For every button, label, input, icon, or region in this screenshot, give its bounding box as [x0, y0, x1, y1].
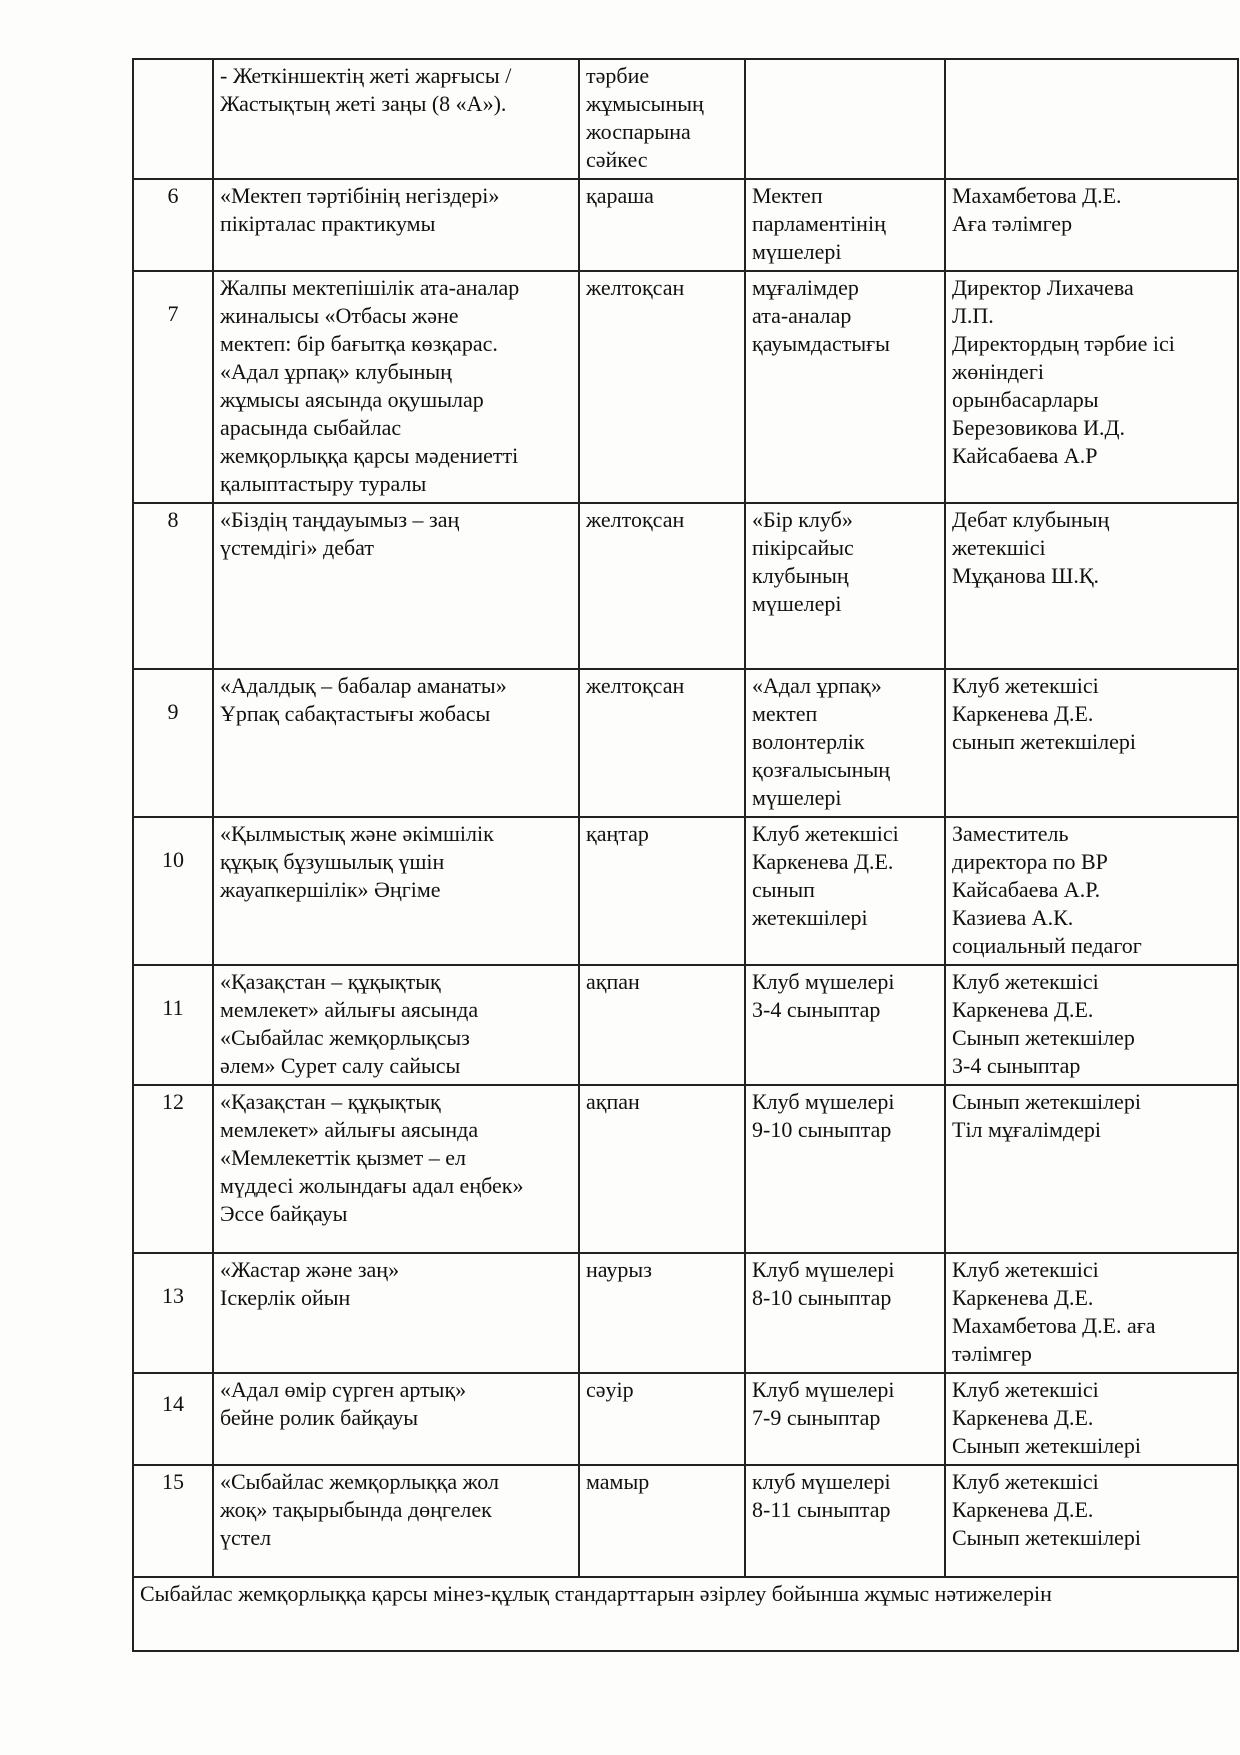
event-responsible: Сынып жетекшілері Тіл мұғалімдері — [945, 1085, 1238, 1253]
event-participants: Клуб мүшелері 9-10 сыныптар — [745, 1085, 945, 1253]
event-responsible: Клуб жетекшісі Каркенева Д.Е. Сынып жетекшілері — [945, 1373, 1238, 1465]
event-responsible — [945, 59, 1238, 179]
row-number: 10 — [133, 817, 213, 965]
table-row — [133, 1253, 1238, 1373]
row-number: 7 — [133, 271, 213, 503]
row-number: 11 — [133, 965, 213, 1085]
event-period: ақпан — [579, 965, 745, 1085]
row-number: 9 — [133, 669, 213, 817]
event-title: «Жастар және заң» Іскерлік ойын — [213, 1253, 579, 1373]
table-row — [133, 669, 1238, 817]
table-row — [133, 503, 1238, 669]
table-row — [133, 965, 1238, 1085]
table-row — [133, 179, 1238, 271]
event-period: наурыз — [579, 1253, 745, 1373]
event-period: тәрбие жұмысының жоспарына сәйкес — [579, 59, 745, 179]
event-title: «Сыбайлас жемқорлыққа жол жоқ» тақырыбында дөңгелек үстел — [213, 1465, 579, 1577]
event-period: сәуір — [579, 1373, 745, 1465]
event-participants: Клуб мүшелері 3-4 сыныптар — [745, 965, 945, 1085]
row-number: 14 — [133, 1373, 213, 1465]
table-row — [133, 59, 1238, 179]
event-participants: Клуб мүшелері 7-9 сыныптар — [745, 1373, 945, 1465]
event-period: желтоқсан — [579, 271, 745, 503]
row-number: 6 — [133, 179, 213, 271]
event-responsible: Махамбетова Д.Е. Аға тәлімгер — [945, 179, 1238, 271]
event-participants — [745, 59, 945, 179]
event-plan-table — [132, 58, 1239, 1652]
row-number — [133, 59, 213, 179]
event-responsible: Клуб жетекшісі Каркенева Д.Е. Махамбетова Д.Е. аға тәлімгер — [945, 1253, 1238, 1373]
event-period: қараша — [579, 179, 745, 271]
table-row — [133, 1373, 1238, 1465]
event-period: мамыр — [579, 1465, 745, 1577]
event-responsible: Директор Лихачева Л.П. Директордың тәрбие ісі жөніндегі орынбасарлары Березовикова И.Д. Кайсабаева А.Р — [945, 271, 1238, 503]
event-responsible: Заместитель директора по ВР Кайсабаева А.Р. Казиева А.К. социальный педагог — [945, 817, 1238, 965]
row-number: 8 — [133, 503, 213, 669]
row-number: 15 — [133, 1465, 213, 1577]
event-participants: Клуб жетекшісі Каркенева Д.Е. сынып жетекшілері — [745, 817, 945, 965]
footer-text: Сыбайлас жемқорлыққа қарсы мінез-құлық стандарттарын әзірлеу бойынша жұмыс нәтижелерін — [133, 1577, 1238, 1651]
event-title: «Адалдық – бабалар аманаты» Ұрпақ сабақтастығы жобасы — [213, 669, 579, 817]
event-participants: мұғалімдер ата-аналар қауымдастығы — [745, 271, 945, 503]
event-title: «Біздің таңдауымыз – заң үстемдігі» дебат — [213, 503, 579, 669]
event-responsible: Дебат клубының жетекшісі Мұқанова Ш.Қ. — [945, 503, 1238, 669]
event-responsible: Клуб жетекшісі Каркенева Д.Е. Сынып жетекшілер 3-4 сыныптар — [945, 965, 1238, 1085]
table-row — [133, 817, 1238, 965]
event-title: - Жеткіншектің жеті жарғысы / Жастықтың жеті заңы (8 «А»). — [213, 59, 579, 179]
event-period: желтоқсан — [579, 669, 745, 817]
event-participants: «Бір клуб» пікірсайыс клубының мүшелері — [745, 503, 945, 669]
event-period: ақпан — [579, 1085, 745, 1253]
event-participants: Клуб мүшелері 8-10 сыныптар — [745, 1253, 945, 1373]
event-title: «Адал өмір сүрген артық» бейне ролик байқауы — [213, 1373, 579, 1465]
event-period: желтоқсан — [579, 503, 745, 669]
event-period: қаңтар — [579, 817, 745, 965]
table-row — [133, 1465, 1238, 1577]
event-responsible: Клуб жетекшісі Каркенева Д.Е. сынып жетекшілері — [945, 669, 1238, 817]
table-row — [133, 271, 1238, 503]
row-number: 13 — [133, 1253, 213, 1373]
table-row — [133, 1085, 1238, 1253]
event-title: «Қазақстан – құқықтық мемлекет» айлығы аясында «Мемлекеттік қызмет – ел мүддесі жолындағы адал еңбек» Эссе байқауы — [213, 1085, 579, 1253]
event-participants: «Адал ұрпақ» мектеп волонтерлік қозғалысының мүшелері — [745, 669, 945, 817]
row-number: 12 — [133, 1085, 213, 1253]
event-title: «Қазақстан – құқықтық мемлекет» айлығы аясында «Сыбайлас жемқорлықсыз әлем» Сурет салу сайысы — [213, 965, 579, 1085]
event-title: «Мектеп тәртібінің негіздері» пікірталас практикумы — [213, 179, 579, 271]
event-participants: Мектеп парламентінің мүшелері — [745, 179, 945, 271]
event-responsible: Клуб жетекшісі Каркенева Д.Е. Сынып жетекшілері — [945, 1465, 1238, 1577]
event-participants: клуб мүшелері 8-11 сыныптар — [745, 1465, 945, 1577]
event-title: «Қылмыстық және әкімшілік құқық бұзушылық үшін жауапкершілік» Әңгіме — [213, 817, 579, 965]
footer-row — [133, 1577, 1238, 1651]
event-title: Жалпы мектепішілік ата-аналар жиналысы «Отбасы және мектеп: бір бағытқа көзқарас. «Адал ұрпақ» клубының жұмысы аясында оқушылар арасында сыбайлас жемқорлыққа қарсы мәдениетті қалыптастыру туралы — [213, 271, 579, 503]
